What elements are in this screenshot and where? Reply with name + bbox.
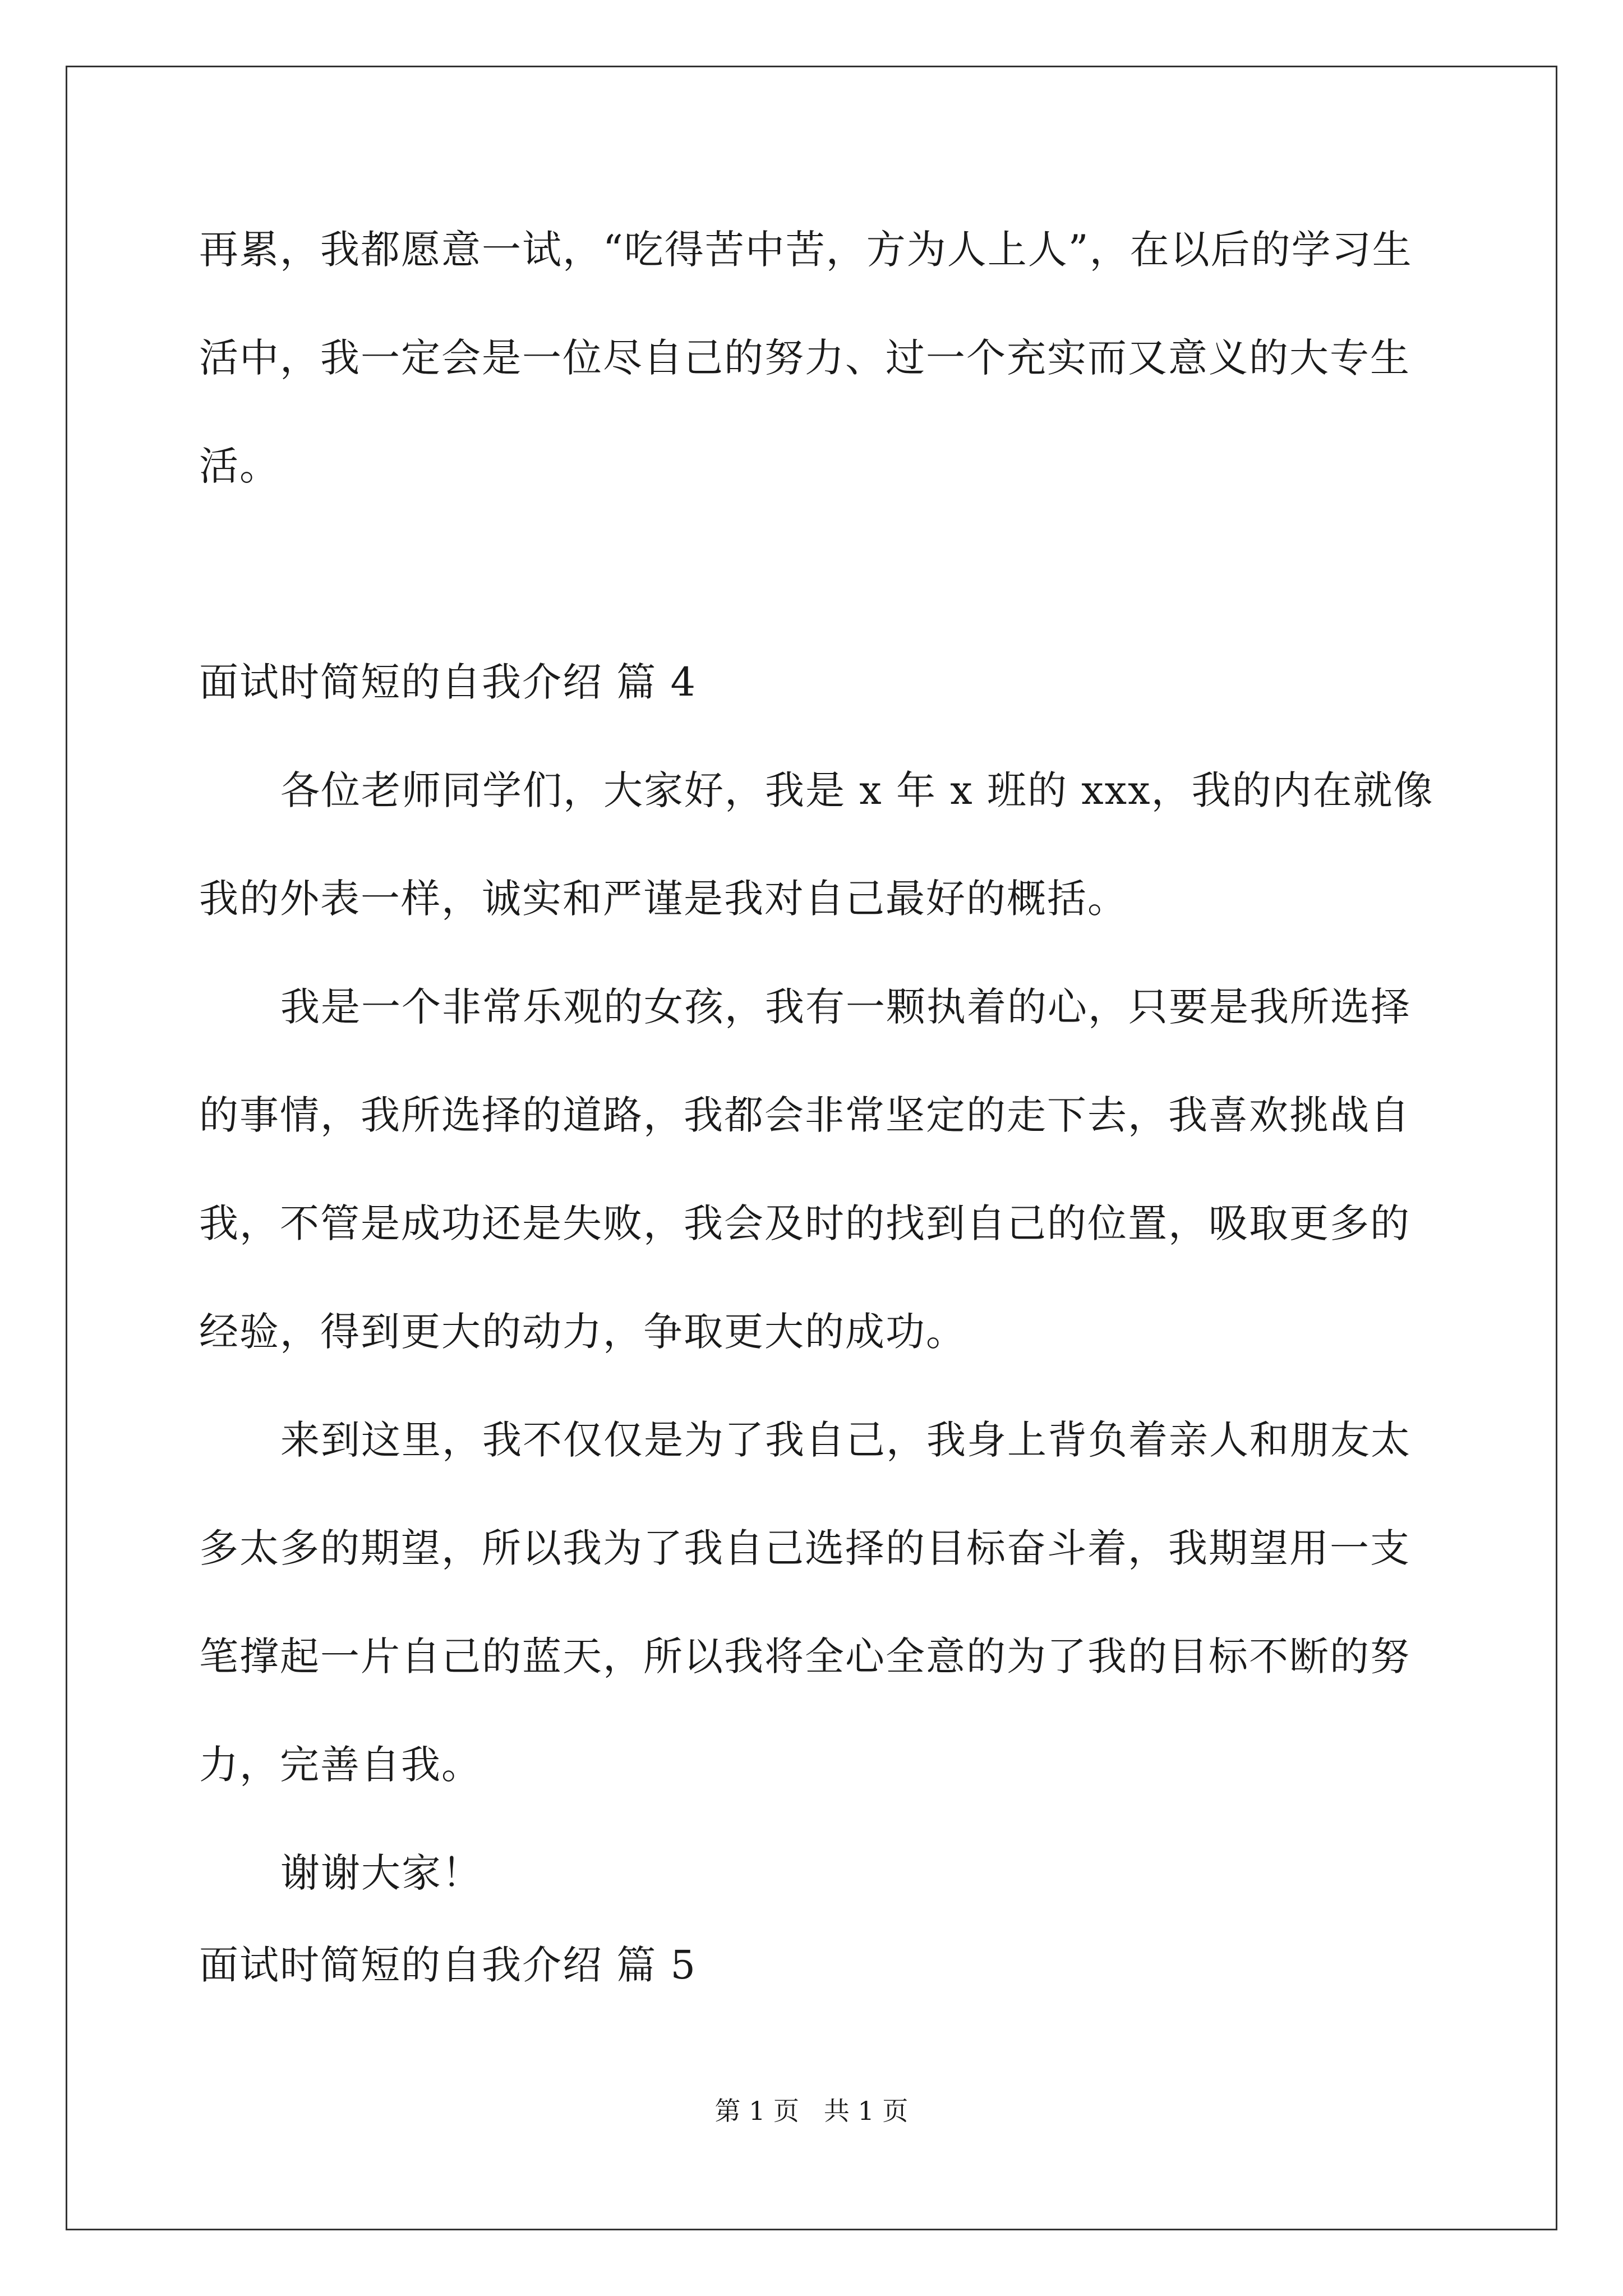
page-border — [66, 66, 1557, 2230]
section-heading-5: 面试时简短的自我介绍 篇 5 — [199, 1942, 697, 1988]
paragraph-line: 来到这里，我不仅仅是为了我自己，我身上背负着亲人和朋友太 — [280, 1417, 1411, 1463]
paragraph-line: 多太多的期望，所以我为了我自己选择的目标奋斗着，我期望用一支 — [199, 1525, 1410, 1571]
paragraph-line: 力，完善自我。 — [199, 1742, 482, 1788]
paragraph-line: 我的外表一样，诚实和严谨是我对自己最好的概括。 — [199, 876, 1128, 922]
section-heading-4: 面试时简短的自我介绍 篇 4 — [199, 659, 697, 705]
paragraph-line: 再累，我都愿意一试，“吃得苦中苦，方为人上人”，在以后的学习生 — [199, 227, 1413, 273]
paragraph-line: 我，不管是成功还是失败，我会及时的找到自己的位置，吸取更多的 — [199, 1200, 1410, 1246]
paragraph-line: 的事情，我所选择的道路，我都会非常坚定的走下去，我喜欢挑战自 — [199, 1092, 1410, 1138]
paragraph-line: 笔撑起一片自己的蓝天，所以我将全心全意的为了我的目标不断的努 — [199, 1634, 1410, 1680]
page-number-footer: 第 1 页 共 1 页 — [714, 2096, 909, 2126]
paragraph-line: 各位老师同学们，大家好，我是 x 年 x 班的 xxx，我的内在就像 — [280, 767, 1434, 813]
paragraph-line: 活。 — [199, 443, 280, 489]
paragraph-line: 活中，我一定会是一位尽自己的努力、过一个充实而又意义的大专生 — [199, 335, 1410, 381]
closing-line: 谢谢大家！ — [280, 1850, 482, 1896]
paragraph-line: 我是一个非常乐观的女孩，我有一颗执着的心，只要是我所选择 — [280, 984, 1411, 1030]
paragraph-line: 经验，得到更大的动力，争取更大的成功。 — [199, 1309, 966, 1355]
